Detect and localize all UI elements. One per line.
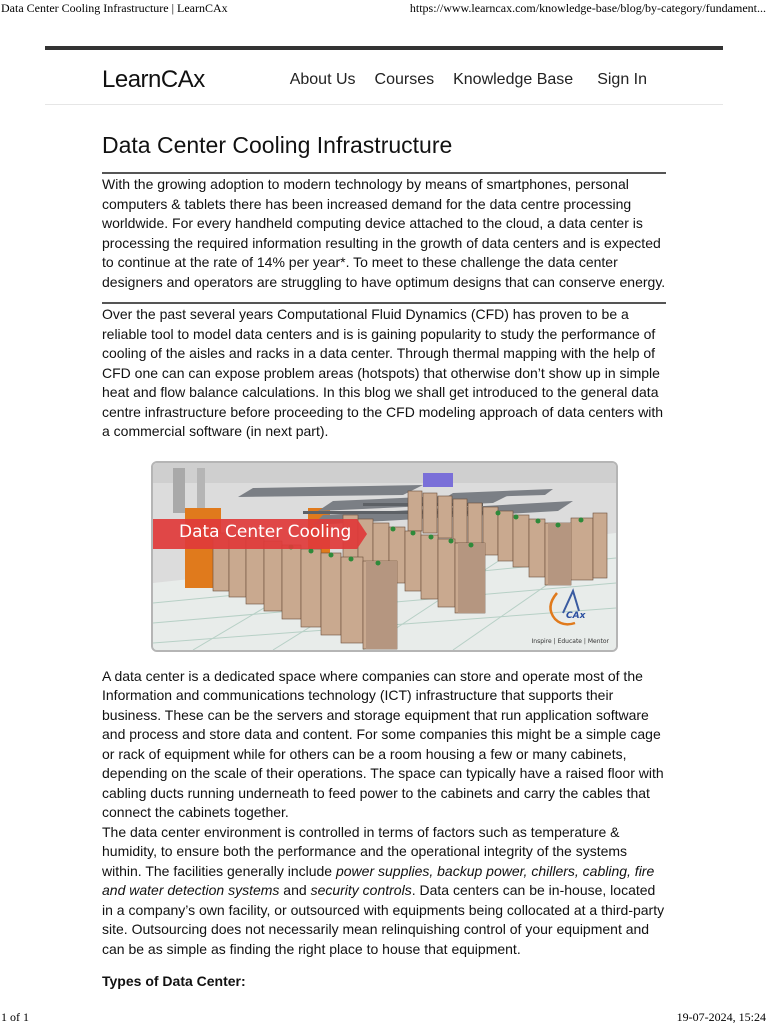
print-url: https://www.learncax.com/knowledge-base/blog/by-category/fundament...: [409, 1, 766, 15]
env-text-3: . Data centers can be in-house, located in a company’s own facility, or outsourced with equipments being collocated at a third-party site. Outsourcing does not necessarily mean relinquishing control of your equipment and can be as simple as finding the right place to house that equipment.: [102, 882, 665, 957]
environment-paragraph: [102, 823, 666, 960]
article-title: Data Center Cooling Infrastructure: [102, 132, 453, 158]
env-security-controls: security controls: [310, 882, 412, 898]
env-facilities-list: power supplies, backup power, chillers, cabling, fire and water detection systems: [102, 862, 655, 898]
server-room-illustration: [153, 463, 616, 650]
cfd-paragraph: Over the past several years Computational Fluid Dynamics (CFD) has proven to be a reliable tool to model data centers and is is gaining popularity to study the performance of cooling of the aisles and racks in a data center. Through thermal mapping with the help of CFD one can can expose problem areas (hotspots) that otherwise don’t show up in simple heat and flow balance calculations. In this blog we shall get introduced to the general data centre infrastructure before proceeding to the CFD modeling approach of data centers with a commercial software (in next part).: [102, 302, 666, 442]
site-header: [45, 46, 723, 105]
brand-mark: CAx: [566, 610, 586, 621]
print-page-count: 1 of 1: [1, 1010, 29, 1024]
print-header: [0, 1, 768, 17]
env-text-1: The data center environment is controlled in terms of factors such as temperature & humidity, to ensure both the performance and the operational integrity of the systems within. The facilities generally include: [102, 823, 628, 879]
main-nav: [290, 71, 647, 89]
image-brand-tagline: Inspire | Educate | Mentor: [531, 637, 609, 645]
env-text-2: and: [279, 882, 311, 898]
nav-knowledge-base[interactable]: Knowledge Base: [453, 71, 574, 88]
print-page-title: Data Center Cooling Infrastructure | LearnCAx: [1, 1, 228, 15]
data-center-definition-paragraph: A data center is a dedicated space where companies can store and operate most of the Information and communications technology (ICT) infrastructure that supports their business. These can be the servers and storage equipment that run application software and process and store data and content. For some companies this might be a simple cage or rack of equipment while for others can be a room housing a few or many cabinets, depending on the scale of their operations. The space can typically have a raised floor with cabling ducts running underneath to feed power to the cabinets and carry the cables that connect the cabinets together.: [102, 667, 664, 820]
site-logo[interactable]: LearnCAx: [102, 66, 205, 93]
intro-paragraph: With the growing adoption to modern technology by means of smartphones, personal computers & tablets there has been increased demand for the data centre processing worldwide. For every handheld computing device attached to the cloud, a data center is processing the required information resulting in the growth of data centers and is expected to continue at the rate of 14% per year*. To meet to these challenge the data center designers and operators are struggling to have optimum designs that can conserve energy.: [102, 172, 666, 292]
nav-sign-in[interactable]: Sign In: [597, 71, 647, 88]
article: [102, 130, 666, 989]
print-datetime: 19-07-2024, 15:24: [676, 1010, 766, 1024]
nav-about-us[interactable]: About Us: [289, 71, 356, 88]
learncax-logo-icon: [550, 602, 590, 636]
nav-courses[interactable]: Courses: [374, 71, 435, 88]
data-center-cooling-image: [151, 461, 618, 652]
image-banner-label: Data Center Cooling: [179, 521, 352, 542]
types-heading: Types of Data Center:: [102, 973, 246, 989]
